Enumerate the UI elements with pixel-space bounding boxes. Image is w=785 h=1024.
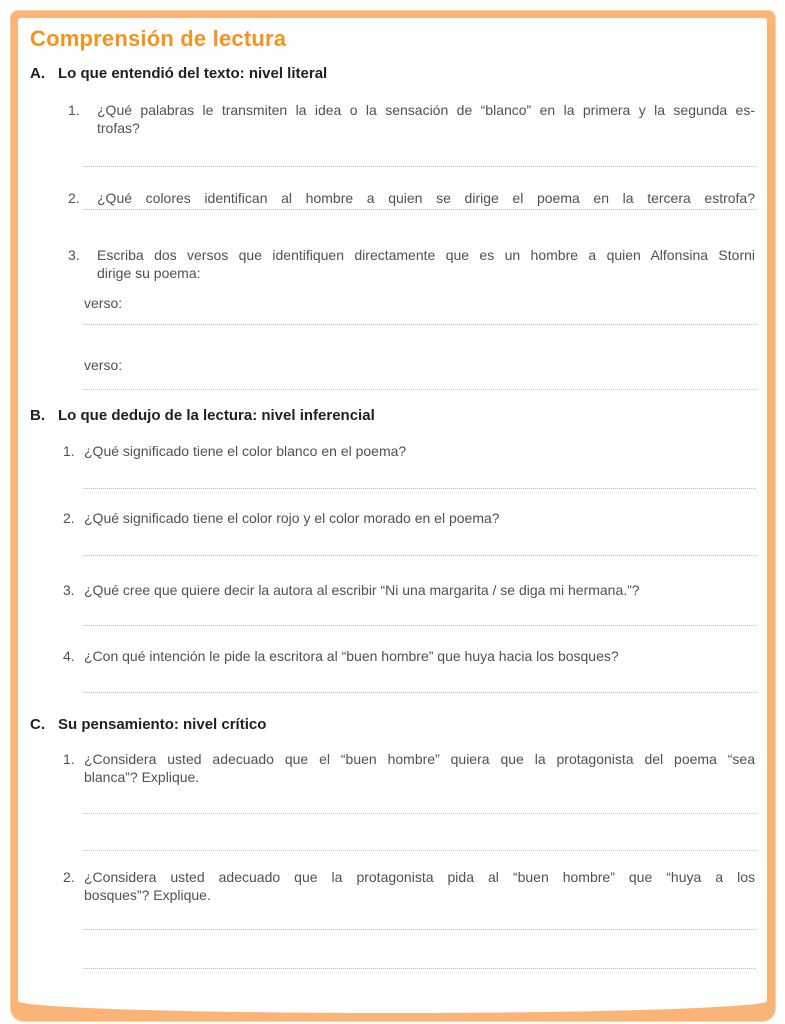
question-number: 1. — [63, 751, 75, 767]
question-c1 — [63, 750, 755, 786]
answer-line[interactable] — [83, 488, 756, 489]
question-b2 — [63, 509, 755, 527]
answer-line[interactable] — [83, 929, 756, 930]
answer-line[interactable] — [83, 166, 756, 167]
page-title: Comprensión de lectura — [30, 26, 287, 51]
section-title: Lo que dedujo de la lectura: nivel inferencial — [58, 407, 375, 424]
verso-label: verso: — [84, 357, 123, 373]
question-text: trofas? — [97, 120, 140, 136]
section-heading-a — [30, 64, 755, 83]
answer-line[interactable] — [83, 968, 756, 969]
question-number: 2. — [68, 190, 80, 206]
question-text: ¿Qué cree que quiere decir la autora al escribir “Ni una margarita / se diga mi hermana.”? — [84, 582, 640, 598]
answer-line[interactable] — [83, 555, 756, 556]
question-b3 — [63, 581, 755, 599]
answer-line[interactable] — [83, 389, 756, 390]
section-label: A. — [30, 65, 45, 82]
question-number: 4. — [63, 648, 75, 664]
section-heading-c — [30, 715, 755, 734]
question-a3 — [68, 246, 755, 282]
section-heading-b — [30, 406, 755, 425]
question-number: 1. — [63, 443, 75, 459]
answer-line[interactable] — [83, 209, 756, 210]
answer-line[interactable] — [83, 692, 756, 693]
question-number: 2. — [63, 869, 75, 885]
question-text: Escriba dos versos que identifiquen directamente que es un hombre a quien Alfonsina Storni — [97, 247, 755, 263]
question-text: ¿Qué colores identifican al hombre a quien se dirige el poema en la tercera estrofa? — [97, 190, 755, 206]
question-text: blanca”? Explique. — [84, 769, 200, 785]
section-label: C. — [30, 716, 45, 733]
question-a1 — [68, 101, 755, 137]
verso-label: verso: — [84, 295, 123, 311]
question-number: 3. — [68, 247, 80, 263]
answer-line[interactable] — [83, 625, 756, 626]
question-a2 — [68, 189, 755, 207]
question-text: ¿Qué significado tiene el color rojo y el color morado en el poema? — [84, 510, 500, 526]
question-b1 — [63, 442, 755, 460]
question-text: bosques”? Explique. — [84, 887, 211, 903]
question-number: 2. — [63, 510, 75, 526]
question-text: dirige su poema: — [97, 265, 201, 281]
section-label: B. — [30, 407, 45, 424]
question-text: ¿Qué significado tiene el color blanco en el poema? — [84, 443, 407, 459]
answer-line[interactable] — [83, 850, 756, 851]
question-text: ¿Qué palabras le transmiten la idea o la sensación de “blanco” en la primera y la segunda es- — [97, 102, 755, 118]
question-text: ¿Considera usted adecuado que la protagonista pida al “buen hombre” que “huya a los — [84, 869, 755, 885]
answer-line[interactable] — [83, 813, 756, 814]
section-title: Su pensamiento: nivel crítico — [58, 716, 267, 733]
question-c2 — [63, 868, 755, 904]
question-b4 — [63, 647, 755, 665]
question-text: ¿Considera usted adecuado que el “buen hombre” quiera que la protagonista del poema “sea — [84, 751, 755, 767]
question-number: 1. — [68, 102, 80, 118]
section-title: Lo que entendió del texto: nivel literal — [58, 65, 328, 82]
question-text: ¿Con qué intención le pide la escritora al “buen hombre” que huya hacia los bosques? — [84, 648, 619, 664]
answer-line[interactable] — [83, 324, 756, 325]
question-number: 3. — [63, 582, 75, 598]
